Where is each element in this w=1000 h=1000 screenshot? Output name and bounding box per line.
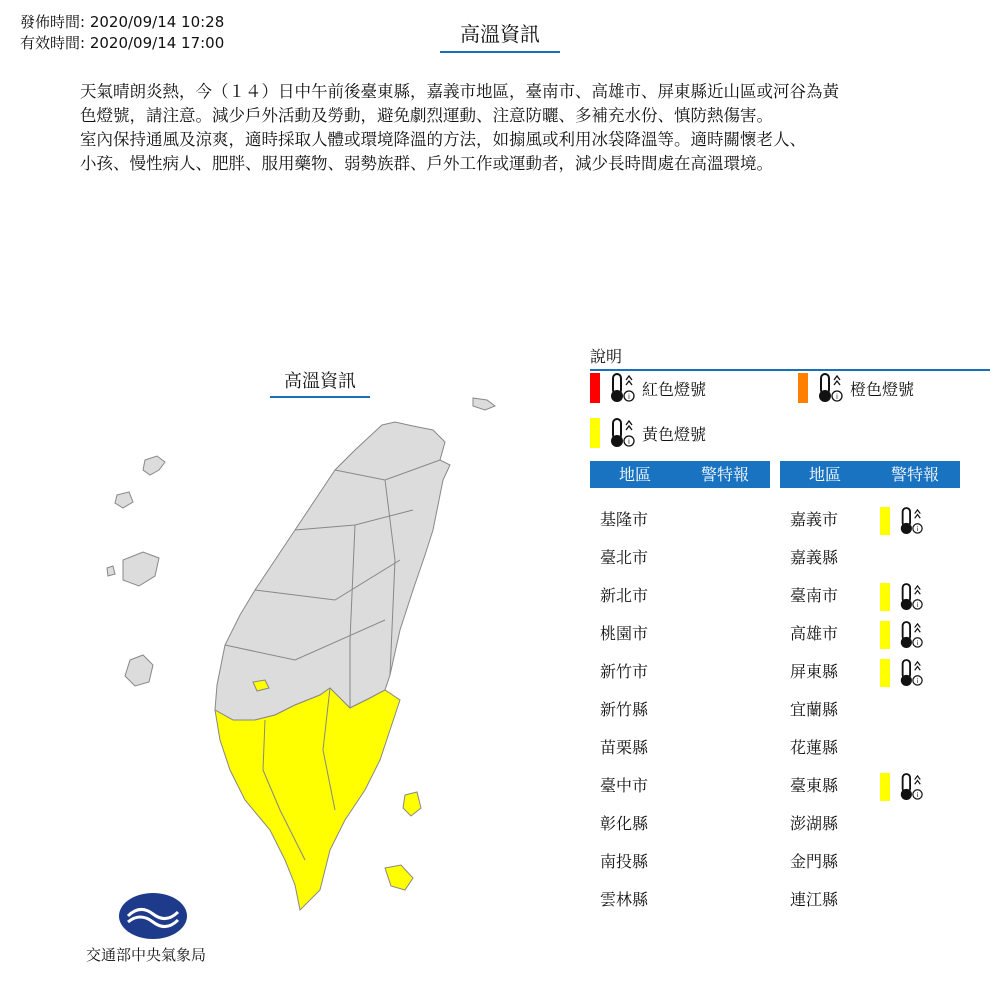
svg-text:i: i — [916, 639, 919, 648]
region-north-central — [215, 422, 450, 720]
table-row — [600, 772, 790, 810]
region-name: 新竹縣 — [600, 700, 649, 719]
yellow-swatch — [880, 773, 890, 801]
valid-time: 有效時間: 2020/09/14 17:00 — [20, 34, 225, 52]
thermometer-icon — [608, 372, 636, 404]
region-name: 新竹市 — [600, 662, 649, 681]
swatch-orange — [798, 373, 808, 403]
page-title: 高溫資訊 — [440, 18, 560, 53]
thermometer-icon — [898, 620, 924, 650]
thermometer-icon — [816, 372, 844, 404]
region-name: 臺東縣 — [790, 776, 839, 795]
region-name: 嘉義市 — [790, 510, 839, 529]
yellow-warning-mark — [880, 506, 924, 536]
island-orchid — [385, 865, 413, 890]
region-name: 嘉義縣 — [790, 548, 839, 567]
table-row — [790, 696, 980, 734]
description-line: 色燈號，請注意。減少戶外活動及勞動，避免劇烈運動、注意防曬、多補充水份、慎防熱傷害。 — [80, 106, 773, 125]
yellow-warning-mark — [880, 772, 924, 802]
island-outlying-1 — [143, 456, 165, 475]
table-row — [600, 620, 790, 658]
map-title: 高溫資訊 — [270, 367, 370, 398]
region-name: 宜蘭縣 — [790, 700, 839, 719]
svg-text:i: i — [916, 601, 919, 610]
svg-text:i: i — [916, 525, 919, 534]
region-name: 連江縣 — [790, 890, 839, 909]
yellow-warning-mark — [880, 582, 924, 612]
region-name: 南投縣 — [600, 852, 649, 871]
yellow-swatch — [880, 621, 890, 649]
region-name: 臺北市 — [600, 548, 649, 567]
region-name: 基隆市 — [600, 510, 649, 529]
table-row — [600, 582, 790, 620]
thermometer-icon — [898, 658, 924, 688]
table-row — [600, 886, 790, 924]
table-row — [790, 506, 980, 544]
yellow-swatch — [880, 583, 890, 611]
table-row — [790, 810, 980, 848]
svg-text:i: i — [916, 791, 919, 800]
legend-title: 說明 — [590, 344, 990, 371]
region-south-warned — [215, 688, 400, 910]
table-row — [600, 506, 790, 544]
description-line: 小孩、慢性病人、肥胖、服用藥物、弱勢族群、戶外工作或運動者，減少長時間處在高溫環境。 — [80, 154, 773, 173]
table-row — [790, 886, 980, 924]
thermometer-icon — [608, 417, 636, 449]
table-row — [790, 582, 980, 620]
table-row — [600, 810, 790, 848]
island-outlying-2 — [115, 492, 133, 508]
region-name: 澎湖縣 — [790, 814, 839, 833]
region-name: 花蓮縣 — [790, 738, 839, 757]
svg-text:i: i — [628, 438, 630, 446]
issue-info — [20, 12, 224, 54]
region-name: 屏東縣 — [790, 662, 839, 681]
table-row — [790, 620, 980, 658]
yellow-warning-mark — [880, 658, 924, 688]
header-warning: 警特報 — [890, 465, 939, 484]
legend-red — [590, 372, 706, 404]
island-green — [403, 792, 421, 816]
region-name: 苗栗縣 — [600, 738, 649, 757]
svg-text:i: i — [628, 393, 630, 401]
region-name: 新北市 — [600, 586, 649, 605]
cwb-logo — [118, 892, 188, 940]
legend-orange — [798, 372, 914, 404]
region-name: 桃園市 — [600, 624, 649, 643]
header-region: 地區 — [808, 465, 841, 484]
agency-name: 交通部中央氣象局 — [86, 946, 207, 964]
table-row — [790, 848, 980, 886]
description-line: 天氣晴朗炎熱，今（１４）日中午前後臺東縣，嘉義市地區，臺南市、高雄市、屏東縣近山區或河谷為黃 — [80, 82, 839, 101]
region-name: 臺南市 — [790, 586, 839, 605]
legend-yellow — [590, 417, 706, 449]
table-row — [790, 734, 980, 772]
legend-label: 紅色燈號 — [642, 379, 707, 399]
svg-text:i: i — [916, 677, 919, 686]
description-line: 室內保持通風及涼爽，適時採取人體或環境降溫的方法，如搧風或利用冰袋降溫等。適時關懷老人、 — [80, 130, 806, 149]
table-row — [600, 848, 790, 886]
table-row — [790, 658, 980, 696]
table-header-right — [780, 461, 960, 488]
table-row — [600, 658, 790, 696]
thermometer-icon — [898, 772, 924, 802]
legend-label: 黃色燈號 — [642, 424, 707, 444]
table-row — [790, 772, 980, 810]
region-name: 金門縣 — [790, 852, 839, 871]
thermometer-icon — [898, 506, 924, 536]
table-row — [600, 696, 790, 734]
yellow-swatch — [880, 659, 890, 687]
header-warning: 警特報 — [700, 465, 749, 484]
island-outlying-5 — [125, 655, 153, 686]
table-header-left — [590, 461, 770, 488]
region-name: 雲林縣 — [600, 890, 649, 909]
issued-time: 發佈時間: 2020/09/14 10:28 — [20, 13, 225, 31]
swatch-yellow — [590, 418, 600, 448]
description — [80, 80, 930, 176]
island-outlying-6 — [473, 398, 495, 410]
yellow-warning-mark — [880, 620, 924, 650]
taiwan-map — [95, 390, 515, 920]
svg-text:i: i — [836, 393, 838, 401]
table-column-right — [790, 506, 980, 924]
legend-label: 橙色燈號 — [850, 379, 915, 399]
swatch-red — [590, 373, 600, 403]
table-row — [600, 734, 790, 772]
region-name: 彰化縣 — [600, 814, 649, 833]
region-name: 臺中市 — [600, 776, 649, 795]
table-row — [790, 544, 980, 582]
region-name: 高雄市 — [790, 624, 839, 643]
island-outlying-4 — [107, 566, 115, 576]
thermometer-icon — [898, 582, 924, 612]
yellow-swatch — [880, 507, 890, 535]
table-row — [600, 544, 790, 582]
island-outlying-3 — [123, 552, 159, 586]
header-region: 地區 — [618, 465, 651, 484]
table-column-left — [600, 506, 790, 924]
